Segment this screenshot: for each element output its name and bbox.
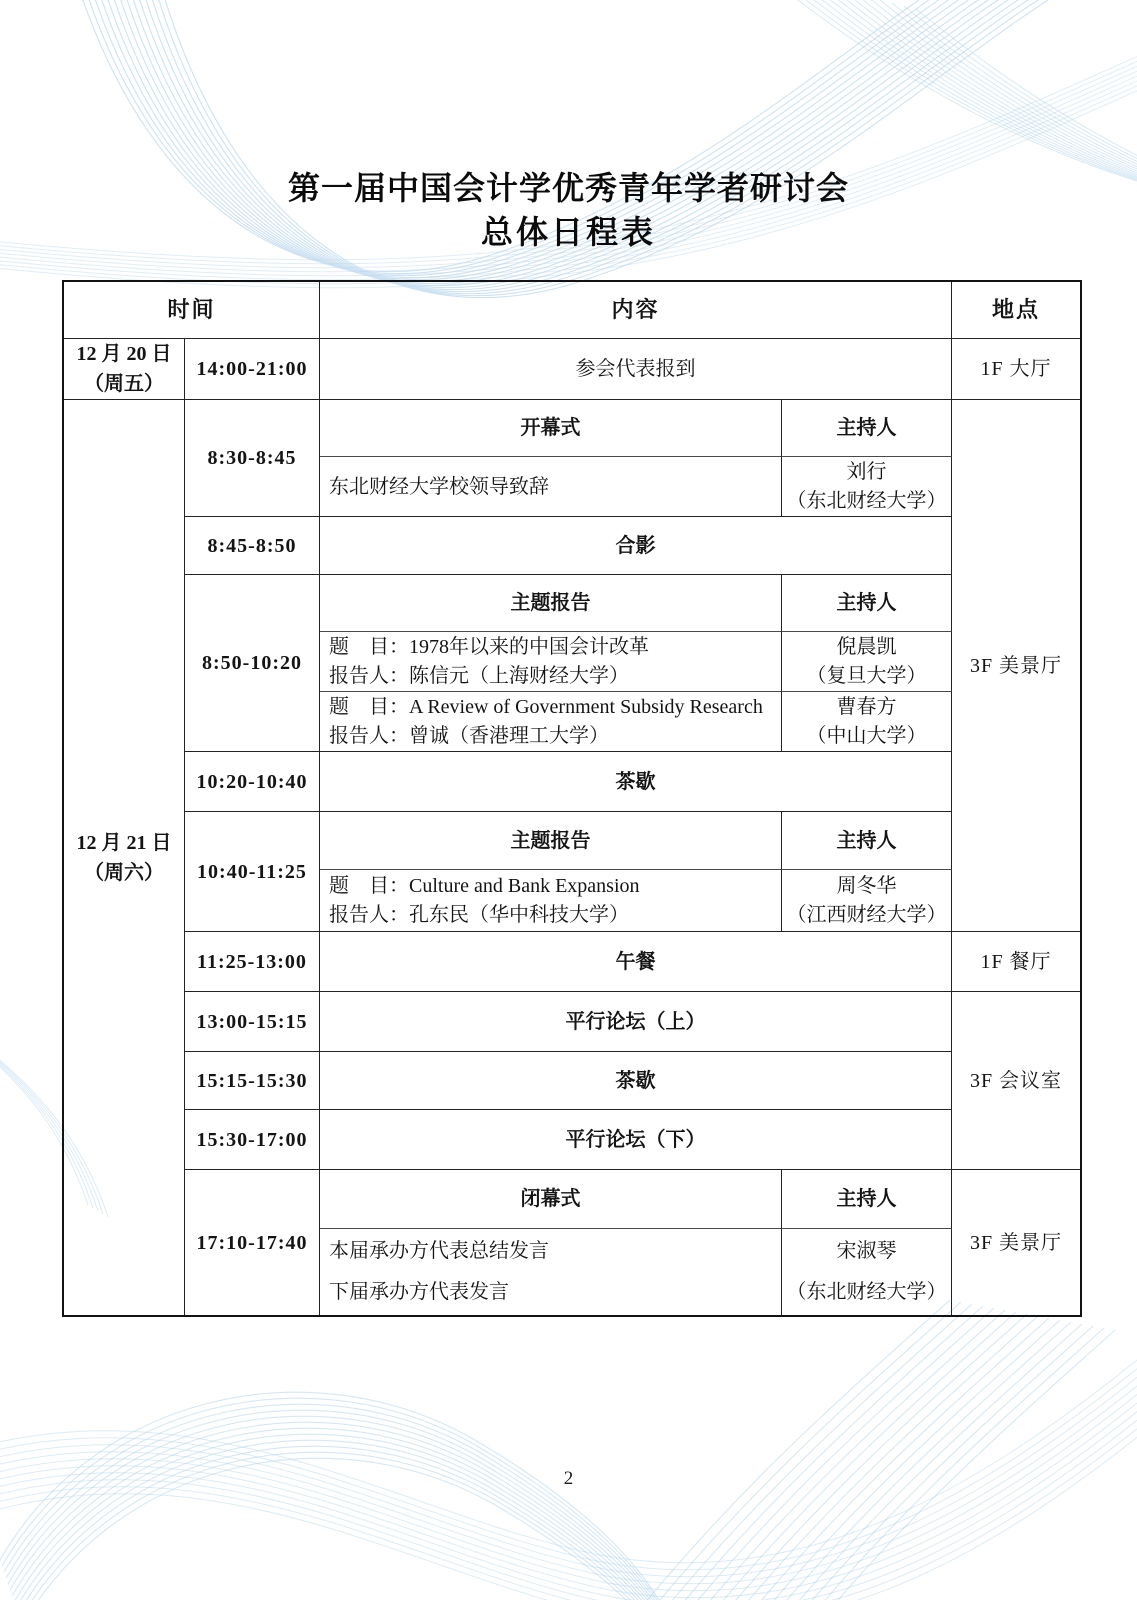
document-title: 第一届中国会计学优秀青年学者研讨会 — [287, 170, 849, 206]
talk-topic: 题 目：Culture and Bank Expansion — [329, 874, 640, 897]
event-cell-talk1 — [320, 632, 782, 692]
event-cell-registration: 参会代表报到 — [320, 339, 952, 400]
time-cell-forum-lower: 15:30-17:00 — [185, 1110, 320, 1170]
talk-speaker: 报告人：孔东民（华中科技大学） — [329, 903, 629, 926]
time-cell-closing: 17:10-17:40 — [185, 1170, 320, 1315]
event-cell-talk2 — [320, 692, 782, 752]
page-number: 2 — [563, 1468, 574, 1489]
time-cell-registration: 14:00-21:00 — [185, 339, 320, 400]
host-cell-opening — [782, 457, 952, 517]
time-cell-forum-upper: 13:00-15:15 — [185, 992, 320, 1052]
time-cell-keynote1: 8:50-10:20 — [185, 575, 320, 752]
location-cell-closing: 3F 美景厅 — [969, 1231, 1063, 1254]
host-cell-talk1 — [782, 632, 952, 692]
host-name: 宋淑琴 — [836, 1240, 897, 1262]
event-cell-teabreak1: 茶歇 — [320, 752, 952, 812]
wave-sweep-bottom — [0, 1325, 1137, 1600]
closing-item1: 本届承办方代表总结发言 — [329, 1240, 549, 1262]
closing-item2: 下届承办方代表发言 — [329, 1281, 509, 1303]
event-cell-forum-lower: 平行论坛（下） — [320, 1110, 952, 1170]
document-subtitle: 总体日程表 — [480, 214, 656, 250]
host-name: 曹春方 — [836, 695, 897, 718]
location-cell-lobby: 1F 大厅 — [952, 339, 1080, 400]
top-wave-decoration — [0, 0, 1137, 300]
talk-topic: 题 目：1978年以来的中国会计改革 — [329, 635, 649, 658]
event-cell-closing — [320, 1229, 782, 1315]
event-cell-talk3 — [320, 870, 782, 932]
event-cell-forum-upper: 平行论坛（上） — [320, 992, 952, 1052]
section-header-opening: 开幕式 — [320, 400, 782, 457]
host-label-keynote1: 主持人 — [782, 575, 952, 632]
time-cell-photo: 8:45-8:50 — [185, 517, 320, 575]
date-cell-day1 — [64, 339, 185, 400]
host-label-opening: 主持人 — [782, 400, 952, 457]
host-name: 刘行 — [846, 460, 887, 483]
location-cell-lunch: 1F 餐厅 — [952, 932, 1080, 992]
time-cell-teabreak2: 15:15-15:30 — [185, 1052, 320, 1110]
column-header-location: 地点 — [952, 282, 1080, 339]
host-name: 倪晨凯 — [836, 635, 897, 658]
host-affiliation: （复旦大学） — [806, 664, 927, 687]
column-header-time: 时间 — [64, 282, 320, 339]
talk-speaker: 报告人：曾诚（香港理工大学） — [329, 724, 609, 747]
wave-dome-left — [0, 1392, 694, 1600]
location-cell-morning: 3F 美景厅 — [952, 400, 1080, 932]
wave-diagonals-right — [635, 1300, 1115, 1600]
time-cell-lunch: 11:25-13:00 — [185, 932, 320, 992]
date-day2-line2: （周六） — [84, 861, 164, 884]
event-cell-lunch: 午餐 — [320, 932, 952, 992]
host-cell-talk2 — [782, 692, 952, 752]
talk-speaker: 报告人：陈信元（上海财经大学） — [329, 664, 629, 687]
host-affiliation: （江西财经大学） — [786, 903, 947, 926]
host-cell-talk3 — [782, 870, 952, 932]
host-affiliation: （中山大学） — [806, 724, 927, 747]
event-cell-teabreak2: 茶歇 — [320, 1052, 952, 1110]
date-day1-line2: （周五） — [84, 373, 164, 395]
host-name: 周冬华 — [836, 874, 897, 897]
location-cell-afternoon: 3F 会议室 — [952, 992, 1080, 1170]
date-day1-line1: 12 月 20 日 — [76, 343, 172, 365]
host-label-keynote2: 主持人 — [782, 812, 952, 870]
date-day2-line1: 12 月 21 日 — [76, 831, 172, 854]
time-cell-keynote2: 10:40-11:25 — [185, 812, 320, 932]
event-cell-opening-speech: 东北财经大学校领导致辞 — [320, 457, 782, 517]
section-header-keynote2: 主题报告 — [320, 812, 782, 870]
section-header-closing: 闭幕式 — [320, 1170, 782, 1229]
date-cell-day2 — [64, 400, 185, 1315]
schedule-table — [62, 280, 1082, 1317]
host-cell-closing — [782, 1229, 952, 1315]
host-affiliation: （东北财经大学） — [786, 489, 947, 512]
column-header-content: 内容 — [320, 282, 952, 339]
event-cell-photo: 合影 — [320, 517, 952, 575]
time-cell-opening: 8:30-8:45 — [185, 400, 320, 517]
section-header-keynote1: 主题报告 — [320, 575, 782, 632]
talk-topic: 题 目：A Review of Government Subsidy Research — [329, 695, 763, 718]
title-block — [0, 167, 1137, 255]
time-cell-teabreak1: 10:20-10:40 — [185, 752, 320, 812]
host-label-closing: 主持人 — [782, 1170, 952, 1229]
host-affiliation: （东北财经大学） — [786, 1281, 947, 1303]
